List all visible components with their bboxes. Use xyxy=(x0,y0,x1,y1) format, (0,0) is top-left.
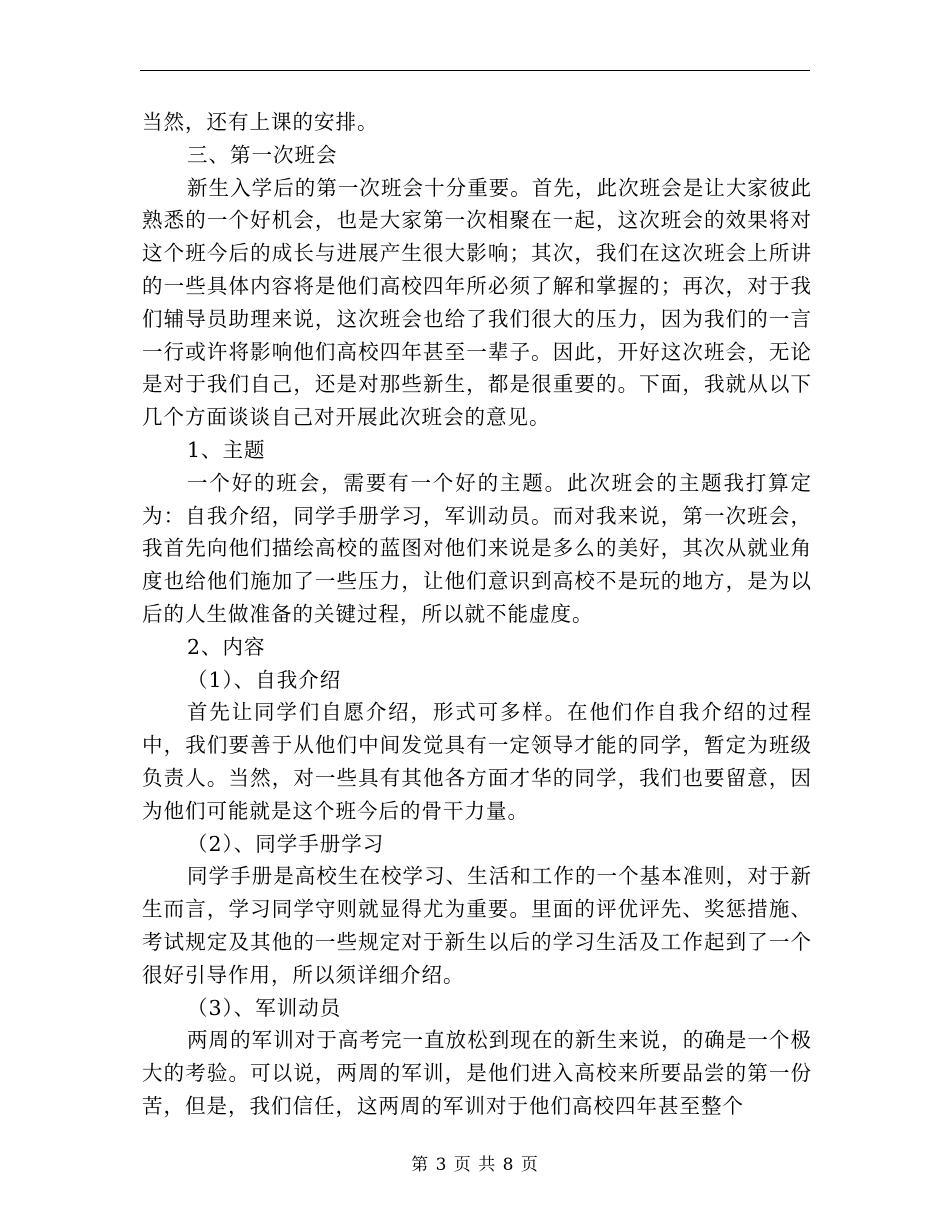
document-body xyxy=(142,106,812,1123)
item-heading: （1）、自我介绍 xyxy=(187,667,342,692)
paragraph: 新生入学后的第一次班会十分重要。首先，此次班会是让大家彼此熟悉的一个好机会，也是大家第一次相聚在一起，这次班会的效果将对这个班今后的成长与进展产生很大影响；其次，我们在这次班会上所讲的一些具体内容将是他们高校四年所必须了解和掌握的；再次，对于我们辅导员助理来说，这次班会也给了我们很大的压力，因为我们的一言一行或许将影响他们高校四年甚至一辈子。因此，开好这次班会，无论是对于我们自己，还是对那些新生，都是很重要的。下面，我就从以下几个方面谈谈自己对开展此次班会的意见。 xyxy=(142,175,812,430)
paragraph: 同学手册是高校生在校学习、生活和工作的一个基本准则，对于新生而言，学习同学守则就显得尤为重要。里面的评优评先、奖惩措施、考试规定及其他的一些规定对于新生以后的学习生活及工作起到了一个很好引导作用，所以须详细介绍。 xyxy=(142,864,812,987)
item-heading: （2）、同学手册学习 xyxy=(187,831,385,856)
subsection-heading: 1、主题 xyxy=(187,437,266,462)
page-number-footer: 第 3 页 共 8 页 xyxy=(411,1155,539,1175)
paragraph: 两周的军训对于高考完一直放松到现在的新生来说，的确是一个极大的考验。可以说，两周的军训，是他们进入高校来所要品尝的第一份苦，但是，我们信任，这两周的军训对于他们高校四年甚至整个 xyxy=(142,1028,812,1118)
paragraph: 首先让同学们自愿介绍，形式可多样。在他们作自我介绍的过程中，我们要善于从他们中间发觉具有一定领导才能的同学，暂定为班级负责人。当然，对一些具有其他各方面才华的同学，我们也要留意，因为他们可能就是这个班今后的骨干力量。 xyxy=(142,700,812,823)
header-rule xyxy=(140,70,810,71)
paragraph: 当然，还有上课的安排。 xyxy=(142,110,379,134)
paragraph: 一个好的班会，需要有一个好的主题。此次班会的主题我打算定为：自我介绍，同学手册学习，军训动员。而对我来说，第一次班会，我首先向他们描绘高校的蓝图对他们来说是多么的美好，其次从就业角度也给他们施加了一些压力，让他们意识到高校不是玩的地方，是为以后的人生做准备的关键过程，所以就不能虚度。 xyxy=(142,470,812,626)
subsection-heading: 2、内容 xyxy=(187,634,266,659)
item-heading: （3）、军训动员 xyxy=(187,995,342,1020)
section-heading: 三、第一次班会 xyxy=(187,142,338,167)
